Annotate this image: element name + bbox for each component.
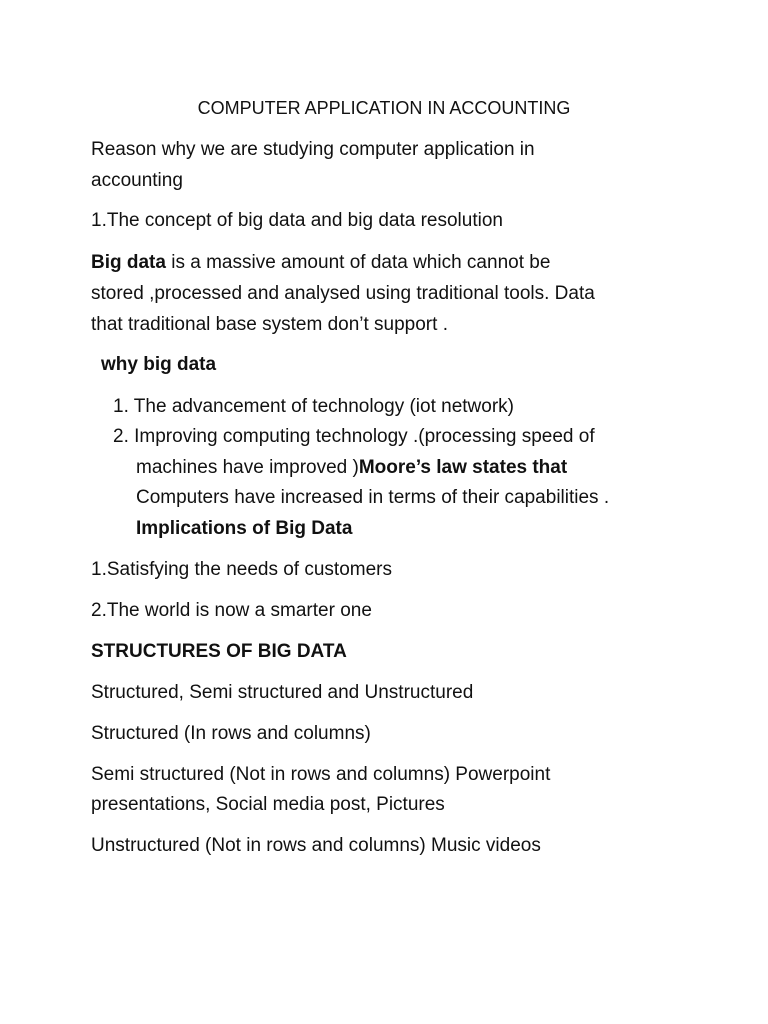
reason-line-2: accounting bbox=[91, 170, 183, 191]
bigdata-def-line-2: stored ,processed and analysed using traditional tools. Data bbox=[91, 283, 595, 304]
bigdata-def-text: is a massive amount of data which cannot be bbox=[165, 252, 551, 273]
why-item-2-cont-1 bbox=[136, 457, 567, 479]
why-item-2-text: Improving computing technology .(processing speed of bbox=[128, 426, 595, 447]
unstructured-line: Unstructured (Not in rows and columns) Music videos bbox=[91, 835, 541, 856]
reason-line-1: Reason why we are studying computer application in bbox=[91, 139, 535, 160]
why-item-1-marker: 1. bbox=[113, 396, 129, 417]
bigdata-def-line-3: that traditional base system don’t support . bbox=[91, 314, 448, 335]
structures-heading: STRUCTURES OF BIG DATA bbox=[91, 641, 347, 662]
bigdata-def-line-1 bbox=[91, 252, 550, 274]
page-title: COMPUTER APPLICATION IN ACCOUNTING bbox=[197, 98, 571, 118]
implication-2: 2.The world is now a smarter one bbox=[91, 600, 372, 621]
why-item-2-marker: 2. bbox=[113, 426, 129, 447]
why-heading: why big data bbox=[101, 354, 217, 375]
why-item-1-text: The advancement of technology (iot network) bbox=[128, 396, 514, 417]
why-item-2 bbox=[113, 426, 595, 448]
why-item-2-cont-plain: machines have improved ) bbox=[136, 457, 359, 478]
implications-heading: Implications of Big Data bbox=[136, 518, 353, 539]
semi-structured-line-1: Semi structured (Not in rows and columns) Powerpoint bbox=[91, 764, 551, 785]
implication-1: 1.Satisfying the needs of customers bbox=[91, 559, 392, 580]
why-item-1 bbox=[113, 396, 514, 418]
why-item-2-cont-2: Computers have increased in terms of their capabilities . bbox=[136, 487, 610, 508]
structured-line: Structured (In rows and columns) bbox=[91, 723, 371, 744]
semi-structured-line-2: presentations, Social media post, Pictures bbox=[91, 794, 445, 815]
concept-line: 1.The concept of big data and big data resolution bbox=[91, 210, 503, 231]
structures-list: Structured, Semi structured and Unstructured bbox=[91, 682, 474, 703]
bigdata-term: Big data bbox=[91, 252, 166, 273]
moores-law-bold: Moore’s law states that bbox=[358, 457, 568, 478]
